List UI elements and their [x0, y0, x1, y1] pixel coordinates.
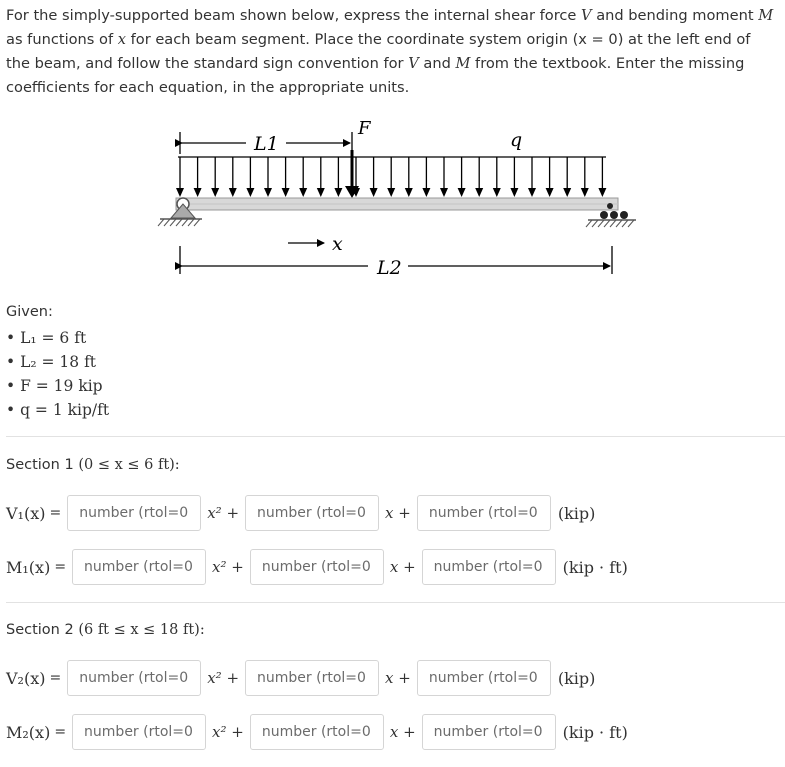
- m1-constant-input[interactable]: [422, 549, 556, 585]
- x-term: x +: [385, 669, 411, 687]
- intro-text-and: and bending moment: [591, 7, 759, 24]
- x-term: x +: [389, 723, 416, 741]
- m2-label: M₂(x): [6, 722, 51, 742]
- intro-symbol-v: V: [581, 7, 592, 24]
- section-1-title: [6, 457, 180, 473]
- v1-equation-row: [6, 494, 595, 532]
- v2-label: V₂(x): [6, 668, 46, 688]
- m2-x2-coefficient-input[interactable]: [72, 714, 206, 750]
- v2-equation-row: [6, 659, 595, 697]
- given-item-l1: • L₁ = 6 ft: [6, 329, 87, 347]
- m1-label: M₁(x): [6, 557, 51, 577]
- intro-symbol-m2: M: [455, 55, 471, 72]
- intro-text-as: as functions of: [6, 31, 118, 48]
- intro-text-4: from the textbook. Enter the missing coefficients for each equation, in the appropriate units.: [6, 55, 745, 96]
- intro-text-3: ) at the left end of the beam, and follow the standard sign convention for: [6, 31, 751, 72]
- intro-symbol-x: x: [117, 31, 126, 48]
- v2-constant-input[interactable]: [417, 660, 551, 696]
- divider: [6, 436, 785, 437]
- intro-text-2: for each beam segment. Place the coordinate system origin (: [125, 31, 579, 48]
- m2-equation-row: [6, 713, 628, 751]
- given-item-f: • F = 19 kip: [6, 377, 103, 395]
- section-1-prefix: Section 1: [6, 457, 79, 473]
- m2-constant-input[interactable]: [422, 714, 556, 750]
- unit-label: (kip · ft): [562, 722, 628, 742]
- v2-x-coefficient-input[interactable]: [245, 660, 379, 696]
- given-item-l2: • L₂ = 18 ft: [6, 353, 97, 371]
- equals-sign: =: [54, 724, 67, 740]
- divider: [6, 602, 785, 603]
- x-squared-term: x² +: [207, 669, 240, 687]
- l2-label: L2: [377, 257, 402, 279]
- equals-sign: =: [54, 559, 67, 575]
- given-list: [6, 326, 109, 422]
- x-term: x +: [385, 504, 411, 522]
- x-squared-term: x² +: [212, 558, 244, 576]
- intro-text-1: For the simply-supported beam shown below, express the internal shear force: [6, 7, 577, 24]
- l1-label: L1: [254, 133, 279, 155]
- v1-x2-coefficient-input[interactable]: [67, 495, 201, 531]
- v1-constant-input[interactable]: [417, 495, 551, 531]
- given-item-q: • q = 1 kip/ft: [6, 401, 110, 419]
- m2-x-coefficient-input[interactable]: [250, 714, 384, 750]
- section-2-range: (6 ft ≤ x ≤ 18 ft):: [78, 622, 205, 638]
- unit-label: (kip · ft): [562, 557, 628, 577]
- x-label: x: [332, 233, 343, 255]
- intro-origin: x = 0: [578, 31, 618, 48]
- equals-sign: =: [49, 505, 62, 521]
- intro-symbol-v2: V: [408, 55, 419, 72]
- section-1-range: (0 ≤ x ≤ 6 ft):: [78, 457, 180, 473]
- unit-label: (kip): [557, 668, 596, 688]
- force-label: F: [358, 118, 371, 139]
- intro-symbol-m: M: [758, 7, 774, 24]
- m1-x-coefficient-input[interactable]: [250, 549, 384, 585]
- x-term: x +: [389, 558, 416, 576]
- problem-statement: [6, 4, 778, 100]
- section-2-title: [6, 622, 205, 638]
- v1-x-coefficient-input[interactable]: [245, 495, 379, 531]
- v2-x2-coefficient-input[interactable]: [67, 660, 201, 696]
- q-label: q: [510, 129, 523, 151]
- m1-x2-coefficient-input[interactable]: [72, 549, 206, 585]
- v1-label: V₁(x): [6, 503, 46, 523]
- unit-label: (kip): [557, 503, 596, 523]
- beam-diagram: [146, 112, 646, 287]
- section-2-prefix: Section 2: [6, 622, 79, 638]
- equals-sign: =: [49, 670, 62, 686]
- intro-text-and2: and: [418, 55, 456, 72]
- m1-equation-row: [6, 548, 628, 586]
- x-squared-term: x² +: [207, 504, 240, 522]
- given-title: Given:: [6, 304, 53, 320]
- distributed-load: [176, 157, 606, 197]
- x-squared-term: x² +: [212, 723, 244, 741]
